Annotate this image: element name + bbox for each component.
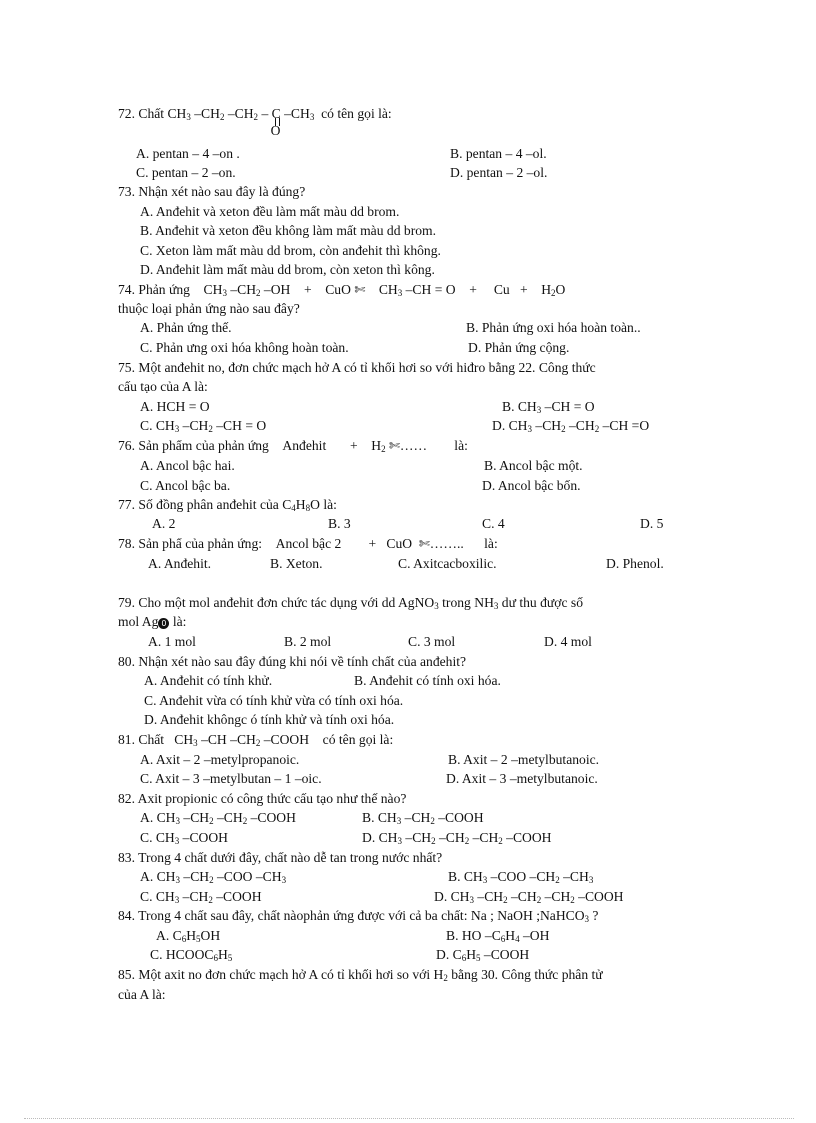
q79-stem-b: mol Ag 0 là: <box>118 614 187 629</box>
q77-option-a: A. 2 <box>152 516 176 531</box>
q74-stem: 74. Phản ứng $CH_3$ $-CH_2$ –OH + CuO ✄ $CH_3$ –CH = O + Cu + $H_2O$ <box>118 282 566 298</box>
q75-option-d: D. $CH_3$ $-CH_2$ $-CH_2$ –CH =O <box>492 418 650 434</box>
q81-option-c: C. Axit – 3 –metylbutan – 1 –oic. <box>140 771 322 786</box>
q76-option-b: B. Ancol bậc một. <box>484 458 583 473</box>
q75-option-b: B. $CH_3$ –CH = O <box>502 399 595 415</box>
ag-badge-icon: 0 <box>158 618 169 629</box>
q72-stem: 72. Chất $CH_3$ $-CH_2$ $-CH_2$ – C O $-CH_3$ có tên gọi là: <box>118 106 392 138</box>
q79-option-d: D. 4 mol <box>544 634 592 649</box>
q77-option-b: B. 3 <box>328 516 351 531</box>
q77-option-d: D. 5 <box>640 516 664 531</box>
scissors-arrow-icon: ✄ <box>389 439 400 454</box>
q82-option-a: A. $CH_3$ $-CH_2$ $-CH_2$ –COOH <box>140 810 296 826</box>
q78-option-a: A. Anđehit. <box>148 556 212 571</box>
q79-option-a: A. 1 mol <box>148 634 196 649</box>
q72-option-b: B. pentan – 4 –ol. <box>450 146 547 161</box>
q75-option-a: A. HCH = O <box>140 399 210 414</box>
q77-option-c: C. 4 <box>482 516 505 531</box>
q80-option-c: C. Anđehit vừa có tính khử vừa có tính oxi hóa. <box>144 693 404 708</box>
q76-stem: 76. Sản phẩm của phản ứng Anđehit + $H_2$ ✄…… là: <box>118 438 468 454</box>
q84-option-b: B. HO $-C_6H_4$ –OH <box>446 928 550 944</box>
q84-stem: 84. Trong 4 chất sau đây, chất nàophản ứng được với cả ba chất: Na ; NaOH ;NaHCO$_3$ ? <box>118 908 599 924</box>
q82-option-d: D. $CH_3$ $-CH_2$ $-CH_2$ $-CH_2$ –COOH <box>362 830 552 846</box>
q81-option-d: D. Axit – 3 –metylbutanoic. <box>446 771 598 786</box>
q84-option-d: D. $C_6H_5$ –COOH <box>436 947 530 963</box>
q77-stem: 77. Số đồng phân anđehit của $C_4H_8O$ là: <box>118 497 337 513</box>
scissors-arrow-icon: ✄ <box>354 283 366 298</box>
q78-option-d: D. Phenol. <box>606 556 664 571</box>
q85-stem: 85. Một axit no đơn chức mạch hở A có tỉ khối hơi so với $H_2$ bằng 30. Công thức phân tử <box>118 967 603 983</box>
q85-stem-b: của A là: <box>118 987 166 1002</box>
q72-option-c: C. pentan – 2 –on. <box>136 165 236 180</box>
q81-stem: 81. Chất $CH_3$ –CH $-CH_2$ –COOH có tên gọi là: <box>118 732 394 748</box>
q81-option-b: B. Axit – 2 –metylbutanoic. <box>448 752 600 767</box>
q81-option-a: A. Axit – 2 –metylpropanoic. <box>140 752 300 767</box>
q73-option-d: D. Anđehit làm mất màu dd brom, còn xeton thì kông. <box>140 262 435 277</box>
q83-option-a: A. $CH_3$ $-CH_2$ –COO $-CH_3$ <box>140 869 287 885</box>
q72-option-d: D. pentan – 2 –ol. <box>450 165 548 180</box>
q78-option-c: C. Axitcacboxilic. <box>398 556 497 571</box>
q74-option-a: A. Phản ứng thế. <box>140 320 232 335</box>
q79-option-c: C. 3 mol <box>408 634 456 649</box>
scissors-arrow-icon: ✄ <box>418 537 430 552</box>
q74-option-c: C. Phản ưng oxi hóa không hoàn toàn. <box>140 340 349 355</box>
q73-option-a: A. Anđehit và xeton đều làm mất màu dd brom. <box>140 204 400 219</box>
q73-stem: 73. Nhận xét nào sau đây là đúng? <box>118 184 306 199</box>
q84-option-c: C. $HCOOC_6H_5$ <box>150 947 233 963</box>
q79-option-b: B. 2 mol <box>284 634 332 649</box>
q80-option-b: B. Anđehit có tính oxi hóa. <box>354 673 501 688</box>
q84-option-a: A. $C_6H_5OH$ <box>156 928 221 944</box>
q76-option-d: D. Ancol bậc bốn. <box>482 478 581 493</box>
carbonyl-group: C O <box>270 106 281 138</box>
q83-option-c: C. $CH_3$ $-CH_2$ –COOH <box>140 889 262 905</box>
q72-option-a: A. pentan – 4 –on . <box>136 146 240 161</box>
q80-option-a: A. Anđehit có tính khử. <box>144 673 273 688</box>
q83-stem: 83. Trong 4 chất dưới đây, chất nào dễ tan trong nước nhất? <box>118 850 443 865</box>
q83-option-d: D. $CH_3$ $-CH_2$ $-CH_2$ $-CH_2$ –COOH <box>434 889 624 905</box>
q74-stem-b: thuộc loại phản ứng nào sau đây? <box>118 301 300 316</box>
q76-option-c: C. Ancol bậc ba. <box>140 478 231 493</box>
page-footer-divider <box>24 1118 794 1119</box>
q82-option-c: C. $CH_3$ –COOH <box>140 830 228 846</box>
q74-option-d: D. Phản ứng cộng. <box>468 340 570 355</box>
q82-option-b: B. $CH_3$ $-CH_2$ –COOH <box>362 810 484 826</box>
q82-stem: 82. Axit propionic có công thức cấu tạo như thế nào? <box>118 791 407 806</box>
q78-stem: 78. Sản phẩ của phản ứng: Ancol bậc 2 + CuO ✄…….. là: <box>118 536 498 552</box>
q74-option-b: B. Phản ứng oxi hóa hoàn toàn.. <box>466 320 641 335</box>
q75-stem-b: cấu tạo của A là: <box>118 379 208 394</box>
q73-option-b: B. Anđehit và xeton đều không làm mất màu dd brom. <box>140 223 436 238</box>
q75-stem: 75. Một anđehit no, đơn chức mạch hở A có tỉ khối hơi so với hiđro bằng 22. Công thức <box>118 360 596 375</box>
q80-option-d: D. Anđehit khôngc ó tính khử và tính oxi hóa. <box>144 712 395 727</box>
q76-option-a: A. Ancol bậc hai. <box>140 458 235 473</box>
q83-option-b: B. $CH_3$ –COO $-CH_2$ $-CH_3$ <box>448 869 594 885</box>
q73-option-c: C. Xeton làm mất màu dd brom, còn anđehit thì không. <box>140 243 441 258</box>
q75-option-c: C. $CH_3$ $-CH_2$ –CH = O <box>140 418 267 434</box>
q79-stem: 79. Cho một mol anđehit đơn chức tác dụng với dd AgNO$_3$ trong $NH_3$ dư thu được số <box>118 595 584 611</box>
q78-option-b: B. Xeton. <box>270 556 323 571</box>
q80-stem: 80. Nhận xét nào sau đây đúng khi nói về tính chất của anđehit? <box>118 654 467 669</box>
